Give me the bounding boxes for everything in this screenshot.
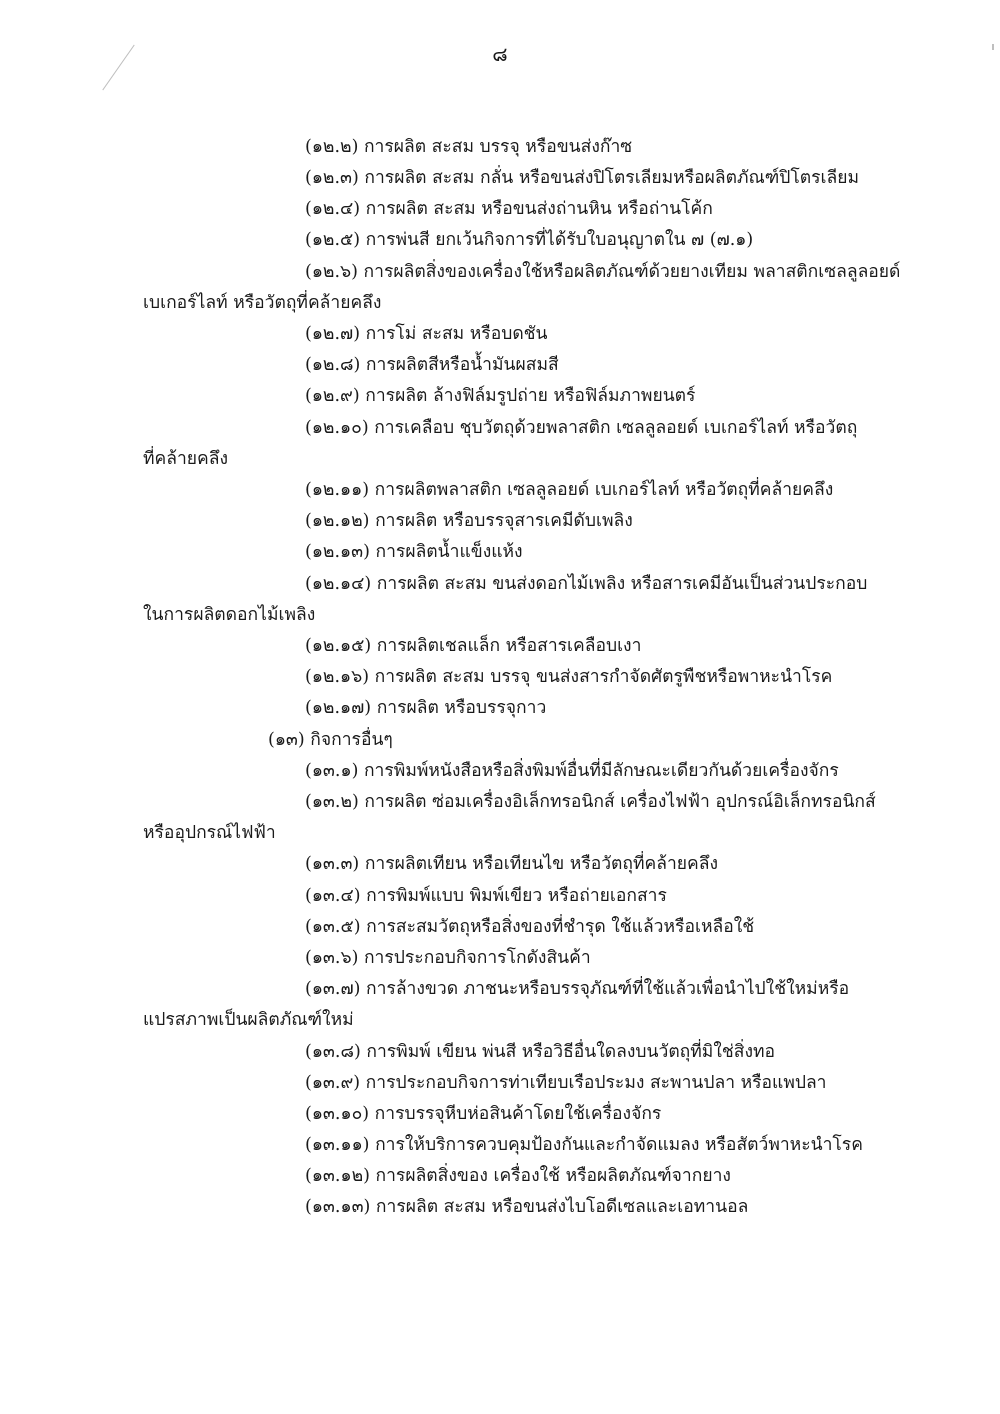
text-line: ในการผลิตดอกไม้เพลิง bbox=[143, 605, 316, 625]
text-line: (๑๒.๘) การผลิตสีหรือน้ำมันผสมสี bbox=[305, 355, 559, 375]
text-line: (๑๓.๔) การพิมพ์แบบ พิมพ์เขียว หรือถ่ายเอกสาร bbox=[305, 886, 667, 906]
text-line: (๑๓.๓) การผลิตเทียน หรือเทียนไข หรือวัตถุที่คล้ายคลึง bbox=[305, 854, 719, 874]
text-line: ที่คล้ายคลึง bbox=[143, 449, 229, 469]
text-line: (๑๒.๑๒) การผลิต หรือบรรจุสารเคมีดับเพลิง bbox=[305, 511, 633, 531]
text-line: (๑๒.๑๔) การผลิต สะสม ขนส่งดอกไม้เพลิง หรือสารเคมีอันเป็นส่วนประกอบ bbox=[305, 574, 868, 594]
text-line: (๑๒.๙) การผลิต ล้างฟิล์มรูปถ่าย หรือฟิล์มภาพยนตร์ bbox=[305, 386, 696, 406]
text-line: (๑๒.๑๐) การเคลือบ ชุบวัตถุด้วยพลาสติก เซลลูลอยด์ เบเกอร์ไลท์ หรือวัตถุ bbox=[305, 418, 858, 438]
text-line: (๑๒.๖) การผลิตสิ่งของเครื่องใช้หรือผลิตภัณฑ์ด้วยยางเทียม พลาสติกเซลลูลอยด์ bbox=[305, 262, 901, 282]
text-line: (๑๓.๑๑) การให้บริการควบคุมป้องกันและกำจัดแมลง หรือสัตว์พาหะนำโรค bbox=[305, 1135, 863, 1155]
text-line: หรืออุปกรณ์ไฟฟ้า bbox=[143, 823, 276, 843]
text-line: (๑๓.๑๒) การผลิตสิ่งของ เครื่องใช้ หรือผลิตภัณฑ์จากยาง bbox=[305, 1166, 731, 1186]
scan-mark-right-edge bbox=[992, 44, 994, 50]
text-line: (๑๓.๒) การผลิต ซ่อมเครื่องอิเล็กทรอนิกส์ เครื่องไฟฟ้า อุปกรณ์อิเล็กทรอนิกส์ bbox=[305, 792, 876, 812]
text-line: (๑๒.๑๖) การผลิต สะสม บรรจุ ขนส่งสารกำจัดศัตรูพืชหรือพาหะนำโรค bbox=[305, 667, 833, 687]
text-line: (๑๓.๑๓) การผลิต สะสม หรือขนส่งไบโอดีเซลและเอทานอล bbox=[305, 1197, 749, 1217]
section-heading: (๑๓) กิจการอื่นๆ bbox=[268, 730, 393, 750]
text-line: (๑๒.๑๗) การผลิต หรือบรรจุกาว bbox=[305, 698, 547, 718]
text-line: (๑๓.๘) การพิมพ์ เขียน พ่นสี หรือวิธีอื่นใดลงบนวัตถุที่มิใช่สิ่งทอ bbox=[305, 1042, 776, 1062]
text-line: (๑๓.๑) การพิมพ์หนังสือหรือสิ่งพิมพ์อื่นที่มีลักษณะเดียวกันด้วยเครื่องจักร bbox=[305, 761, 839, 781]
text-line: (๑๒.๓) การผลิต สะสม กลั่น หรือขนส่งปิโตรเลียมหรือผลิตภัณฑ์ปิโตรเลียม bbox=[305, 168, 860, 188]
text-line: เบเกอร์ไลท์ หรือวัตถุที่คล้ายคลึง bbox=[143, 293, 382, 313]
text-line: (๑๒.๗) การโม่ สะสม หรือบดชัน bbox=[305, 324, 548, 344]
text-line: (๑๓.๖) การประกอบกิจการโกดังสินค้า bbox=[305, 948, 591, 968]
text-line: (๑๒.๑๓) การผลิตน้ำแข็งแห้ง bbox=[305, 542, 523, 562]
text-line: (๑๒.๔) การผลิต สะสม หรือขนส่งถ่านหิน หรือถ่านโค้ก bbox=[305, 199, 713, 219]
text-line: (๑๒.๕) การพ่นสี ยกเว้นกิจการที่ได้รับใบอนุญาตใน ๗ (๗.๑) bbox=[305, 230, 754, 250]
text-line: (๑๒.๑๕) การผลิตเชลแล็ก หรือสารเคลือบเงา bbox=[305, 636, 642, 656]
page-number: ๘ bbox=[492, 42, 508, 66]
text-line: (๑๓.๙) การประกอบกิจการท่าเทียบเรือประมง สะพานปลา หรือแพปลา bbox=[305, 1073, 827, 1093]
text-line: (๑๒.๑๑) การผลิตพลาสติก เซลลูลอยด์ เบเกอร์ไลท์ หรือวัตถุที่คล้ายคลึง bbox=[305, 480, 834, 500]
text-line: (๑๓.๕) การสะสมวัตถุหรือสิ่งของที่ชำรุด ใช้แล้วหรือเหลือใช้ bbox=[305, 917, 755, 937]
text-line: แปรสภาพเป็นผลิตภัณฑ์ใหม่ bbox=[143, 1010, 354, 1030]
text-line: (๑๓.๗) การล้างขวด ภาชนะหรือบรรจุภัณฑ์ที่ใช้แล้วเพื่อนำไปใช้ใหม่หรือ bbox=[305, 979, 850, 999]
text-line: (๑๓.๑๐) การบรรจุหีบห่อสินค้าโดยใช้เครื่องจักร bbox=[305, 1104, 662, 1124]
text-line: (๑๒.๒) การผลิต สะสม บรรจุ หรือขนส่งก๊าซ bbox=[305, 137, 633, 157]
